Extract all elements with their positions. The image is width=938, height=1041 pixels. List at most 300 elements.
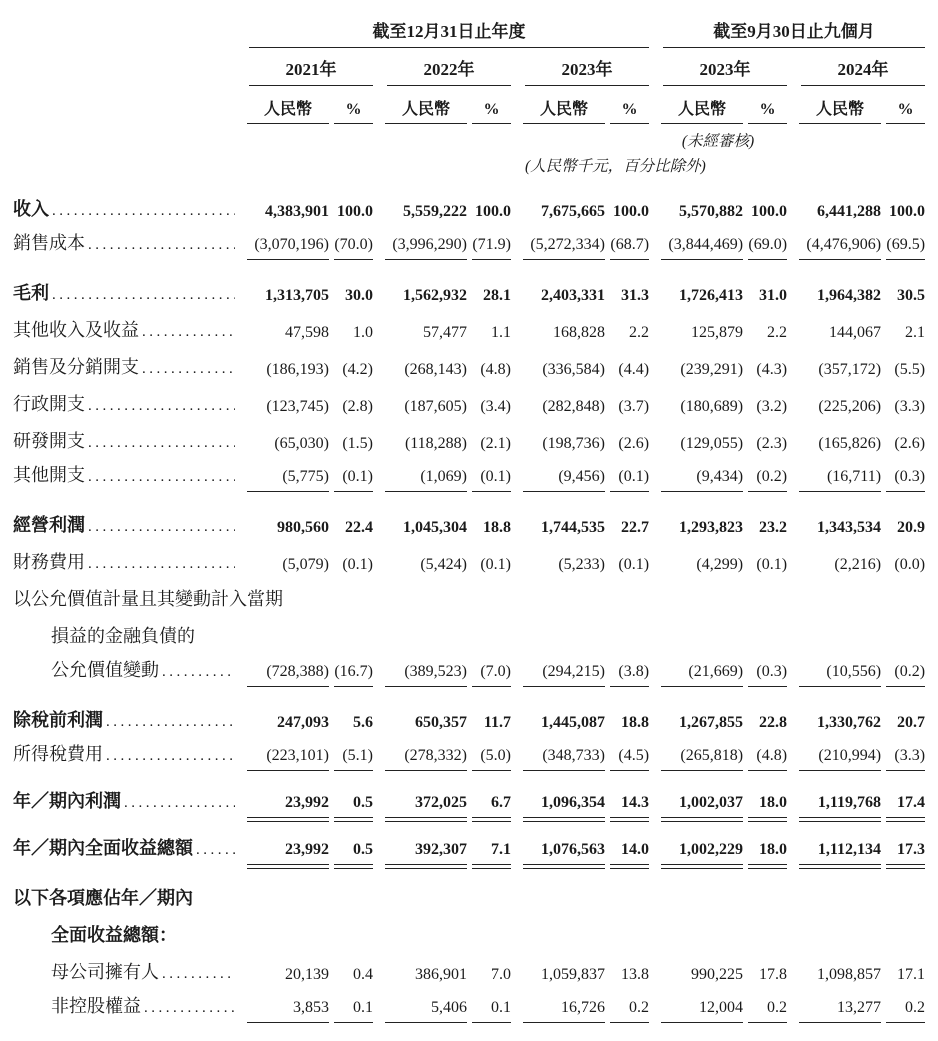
cell-rmb (511, 818, 605, 865)
cell-value: (4.3) (756, 361, 788, 378)
cell-value: (129,055) (680, 435, 744, 452)
cell-value: (16.7) (334, 663, 373, 687)
cell-pct (605, 492, 649, 539)
cell-pct (467, 381, 511, 418)
unaudited-note-cell (649, 124, 787, 151)
cell-value: 5,559,222 (403, 203, 467, 220)
cell-value: 30.5 (897, 287, 926, 304)
cell-pct (467, 818, 511, 865)
cell-rmb (511, 381, 605, 418)
cell-value: (3.2) (756, 398, 788, 415)
cell-value: 2.2 (629, 324, 650, 341)
cell-rmb (373, 734, 467, 771)
cell-value: 1,445,087 (541, 714, 605, 731)
row-label-cell (13, 865, 925, 912)
cell-rmb (787, 986, 881, 1023)
dot-leader (121, 795, 235, 812)
cell-pct (329, 986, 373, 1023)
cell-rmb (511, 418, 605, 455)
row-label-wrap (13, 834, 235, 865)
table-row (13, 576, 925, 613)
cell-pct (329, 539, 373, 576)
cell-value: (2.8) (342, 398, 373, 415)
cell-pct (467, 949, 511, 986)
spacer-cell (13, 124, 649, 151)
row-label-cell (13, 986, 235, 1023)
cell-value: 980,560 (277, 519, 329, 536)
cell-rmb (511, 771, 605, 818)
subhead-rmb (649, 86, 743, 124)
cell-pct (881, 418, 925, 455)
cell-pct (329, 381, 373, 418)
cell-value: (186,193) (266, 361, 329, 378)
cell-rmb (787, 734, 881, 771)
row-label-cell (13, 687, 235, 734)
cell-value: (0.1) (334, 468, 373, 492)
row-label-wrap (13, 958, 235, 986)
cell-value: (71.9) (472, 236, 511, 260)
cell-rmb (373, 687, 467, 734)
cell-value: (2.6) (618, 435, 650, 452)
table-row (13, 223, 925, 260)
table-row (13, 176, 925, 223)
row-label-wrap (13, 316, 235, 344)
cell-value: 57,477 (423, 324, 467, 341)
cell-rmb (373, 176, 467, 223)
row-label-wrap (13, 921, 925, 949)
cell-rmb (235, 307, 329, 344)
cell-rmb (235, 687, 329, 734)
cell-pct (467, 492, 511, 539)
cell-value: 31.3 (621, 287, 650, 304)
cell-value: 1,744,535 (541, 519, 605, 536)
cell-value: (198,736) (542, 435, 605, 452)
cell-value: 17.4 (886, 794, 925, 818)
cell-value: 4,383,901 (265, 203, 329, 220)
cell-value: (69.0) (748, 236, 787, 260)
table-row (13, 455, 925, 492)
year-label: 2023年 (663, 55, 787, 86)
row-label-cell (13, 771, 235, 818)
cell-pct (605, 418, 649, 455)
rmb-label: 人民幣 (385, 96, 467, 124)
cell-pct (881, 818, 925, 865)
cell-value: (0.2) (748, 468, 787, 492)
cell-value: (265,818) (661, 747, 743, 771)
dot-leader (85, 556, 235, 573)
cell-value: (1,069) (385, 468, 467, 492)
cell-rmb (787, 344, 881, 381)
dot-leader (193, 842, 235, 859)
cell-value: (210,994) (799, 747, 881, 771)
cell-value: 650,357 (415, 714, 467, 731)
cell-value: 22.4 (345, 519, 373, 536)
cell-pct (743, 418, 787, 455)
cell-pct (743, 734, 787, 771)
cell-pct (743, 344, 787, 381)
cell-value: 1,098,857 (817, 966, 882, 983)
cell-pct (881, 539, 925, 576)
cell-rmb (511, 734, 605, 771)
cell-rmb (373, 307, 467, 344)
table-row (13, 260, 925, 307)
cell-rmb (649, 260, 743, 307)
cell-value: (65,030) (274, 435, 329, 452)
table-row (13, 734, 925, 771)
cell-value: 1,002,037 (661, 794, 743, 818)
cell-pct (467, 344, 511, 381)
cell-pct (881, 734, 925, 771)
cell-rmb (649, 734, 743, 771)
table-row (13, 912, 925, 949)
cell-rmb (373, 986, 467, 1023)
cell-rmb (787, 687, 881, 734)
cell-value: 17.8 (759, 966, 788, 983)
dot-leader (49, 203, 235, 220)
row-label: 以公允價值計量且其變動計入當期 (13, 589, 283, 609)
row-label: 全面收益總額： (51, 925, 177, 945)
cell-pct (743, 539, 787, 576)
cell-rmb (235, 492, 329, 539)
cell-value: (2.3) (756, 435, 788, 452)
cell-pct (329, 650, 373, 687)
cell-rmb (373, 771, 467, 818)
cell-rmb (235, 771, 329, 818)
cell-value: (4.5) (610, 747, 649, 771)
cell-rmb (373, 492, 467, 539)
cell-value: (5.5) (894, 361, 926, 378)
cell-value: 11.7 (483, 714, 511, 731)
cell-pct (881, 492, 925, 539)
pct-label: % (610, 101, 649, 124)
cell-value: 30.0 (345, 287, 373, 304)
cell-rmb (235, 455, 329, 492)
subhead-pct (743, 86, 787, 124)
cell-value: 247,093 (277, 714, 329, 731)
group-cell-annual (235, 6, 649, 48)
cell-pct (329, 307, 373, 344)
cell-pct (743, 381, 787, 418)
row-label-wrap (13, 884, 925, 912)
cell-value: (5,272,334) (523, 236, 605, 260)
cell-rmb (373, 539, 467, 576)
cell-rmb (235, 539, 329, 576)
cell-pct (743, 260, 787, 307)
cell-value: (728,388) (247, 663, 329, 687)
cell-rmb (373, 818, 467, 865)
cell-value: 0.5 (334, 841, 373, 865)
year-header-row (13, 48, 925, 86)
cell-pct (743, 650, 787, 687)
cell-pct (467, 734, 511, 771)
unaudited-note-row (13, 124, 925, 151)
cell-rmb (235, 418, 329, 455)
cell-rmb (787, 307, 881, 344)
table-body (13, 176, 925, 1023)
cell-value: 125,879 (691, 324, 744, 341)
cell-pct (467, 539, 511, 576)
table-row (13, 381, 925, 418)
row-label: 年／期內全面收益總額 (13, 838, 193, 858)
cell-pct (329, 418, 373, 455)
cell-rmb (787, 771, 881, 818)
dot-leader (85, 469, 235, 486)
cell-value: 22.7 (621, 519, 650, 536)
dot-leader (159, 966, 235, 983)
cell-value: 6,441,288 (817, 203, 882, 220)
cell-value: (1.5) (342, 435, 373, 452)
row-label: 以下各項應佔年／期內 (13, 888, 193, 908)
cell-rmb (649, 650, 743, 687)
cell-value: 0.4 (353, 966, 373, 983)
cell-pct (605, 734, 649, 771)
cell-pct (743, 687, 787, 734)
row-label-cell (13, 912, 925, 949)
cell-value: (239,291) (680, 361, 744, 378)
cell-value: 13,277 (799, 999, 881, 1023)
cell-value: (0.3) (748, 663, 787, 687)
cell-value: 1,059,837 (541, 966, 605, 983)
cell-rmb (235, 650, 329, 687)
cell-rmb (235, 176, 329, 223)
cell-value: 22.8 (759, 714, 788, 731)
cell-rmb (373, 223, 467, 260)
row-label-cell (13, 650, 235, 687)
row-label: 母公司擁有人 (51, 962, 159, 982)
cell-value: (4.8) (748, 747, 787, 771)
cell-pct (329, 771, 373, 818)
group-cell-ninemonth (649, 6, 925, 48)
row-label-wrap (13, 656, 235, 687)
cell-value: (0.1) (472, 468, 511, 492)
cell-pct (329, 687, 373, 734)
cell-value: 3,853 (247, 999, 329, 1023)
cell-value: 100.0 (751, 203, 788, 220)
cell-value: (4.8) (480, 361, 511, 378)
row-label: 除稅前利潤 (13, 710, 103, 730)
row-label-wrap (13, 229, 235, 260)
cell-value: (2.1) (480, 435, 511, 452)
year-label: 2021年 (249, 55, 373, 86)
cell-value: 1,002,229 (661, 841, 743, 865)
spacer-cell (13, 48, 235, 86)
row-label: 損益的金融負債的 (51, 626, 195, 646)
units-note-row (13, 151, 925, 176)
year-label: 2023年 (525, 55, 649, 86)
cell-value: 2,403,331 (541, 287, 605, 304)
cell-pct (881, 260, 925, 307)
cell-value: (336,584) (542, 361, 605, 378)
cell-pct (743, 986, 787, 1023)
table-row (13, 865, 925, 912)
cell-value: 17.3 (886, 841, 925, 865)
cell-pct (743, 176, 787, 223)
dot-leader (139, 361, 235, 378)
table-row (13, 307, 925, 344)
cell-value: (223,101) (247, 747, 329, 771)
cell-value: (70.0) (334, 236, 373, 260)
cell-rmb (235, 381, 329, 418)
subhead-rmb (235, 86, 329, 124)
cell-rmb (649, 176, 743, 223)
cell-pct (467, 455, 511, 492)
cell-value: 1,112,134 (799, 841, 881, 865)
cell-rmb (373, 650, 467, 687)
table-row (13, 687, 925, 734)
cell-pct (329, 260, 373, 307)
cell-rmb (235, 344, 329, 381)
cell-value: 18.0 (748, 794, 787, 818)
table-row (13, 344, 925, 381)
cell-value: (294,215) (523, 663, 605, 687)
cell-value: 18.8 (621, 714, 650, 731)
cell-pct (881, 949, 925, 986)
cell-value: 20.7 (897, 714, 926, 731)
cell-pct (881, 176, 925, 223)
cell-value: 1.0 (353, 324, 373, 341)
cell-rmb (649, 771, 743, 818)
cell-value: 100.0 (889, 203, 926, 220)
cell-value: 0.1 (334, 999, 373, 1023)
table-row (13, 818, 925, 865)
dot-leader (159, 664, 235, 681)
cell-value: (69.5) (886, 236, 925, 260)
row-label: 財務費用 (13, 552, 85, 572)
cell-pct (467, 176, 511, 223)
row-label: 收入 (13, 199, 49, 219)
cell-rmb (373, 344, 467, 381)
cell-value: (4,476,906) (799, 236, 881, 260)
row-label-cell (13, 576, 925, 613)
cell-value: (2.6) (894, 435, 926, 452)
cell-rmb (787, 539, 881, 576)
sub-header-row (13, 86, 925, 124)
cell-value: (21,669) (661, 663, 743, 687)
table-row (13, 771, 925, 818)
row-label: 所得稅費用 (13, 744, 103, 764)
cell-pct (467, 986, 511, 1023)
cell-rmb (649, 986, 743, 1023)
dot-leader (85, 519, 235, 536)
cell-value: (5,775) (247, 468, 329, 492)
cell-value: 14.0 (610, 841, 649, 865)
row-label: 銷售及分銷開支 (13, 357, 139, 377)
cell-pct (881, 344, 925, 381)
cell-value: 12,004 (661, 999, 743, 1023)
pct-label: % (472, 101, 511, 124)
year-cell-9m2023 (649, 48, 787, 86)
cell-value: 392,307 (385, 841, 467, 865)
cell-rmb (235, 986, 329, 1023)
cell-value: 1,562,932 (403, 287, 467, 304)
cell-rmb (511, 949, 605, 986)
cell-value: (16,711) (799, 468, 881, 492)
cell-rmb (649, 344, 743, 381)
cell-rmb (511, 687, 605, 734)
cell-value: (10,556) (799, 663, 881, 687)
row-label-wrap (13, 787, 235, 818)
table-row (13, 418, 925, 455)
cell-value: (0.2) (886, 663, 925, 687)
year-cell-2021 (235, 48, 373, 86)
row-label-cell (13, 455, 235, 492)
pct-label: % (748, 101, 787, 124)
dot-leader (49, 287, 235, 304)
cell-pct (329, 818, 373, 865)
cell-rmb (511, 260, 605, 307)
row-label: 其他開支 (13, 465, 85, 485)
cell-value: (268,143) (404, 361, 467, 378)
cell-pct (881, 986, 925, 1023)
cell-value: (278,332) (385, 747, 467, 771)
cell-value: (4.2) (342, 361, 373, 378)
cell-value: (389,523) (385, 663, 467, 687)
row-label-cell (13, 260, 235, 307)
row-label: 其他收入及收益 (13, 320, 139, 340)
cell-value: 7.0 (491, 966, 511, 983)
rmb-label: 人民幣 (523, 96, 605, 124)
row-label-wrap (13, 706, 235, 734)
cell-rmb (235, 818, 329, 865)
row-label-cell (13, 176, 235, 223)
year-cell-9m2024 (787, 48, 925, 86)
cell-rmb (787, 223, 881, 260)
spacer-cell (787, 124, 925, 151)
cell-value: (5.1) (334, 747, 373, 771)
col-group-annual-label: 截至12月31日止年度 (249, 17, 649, 48)
cell-rmb (649, 818, 743, 865)
row-label-wrap (13, 279, 235, 307)
cell-value: (5,079) (282, 556, 329, 573)
cell-value: (3,844,469) (661, 236, 743, 260)
year-cell-2023 (511, 48, 649, 86)
cell-value: (123,745) (266, 398, 329, 415)
cell-pct (605, 223, 649, 260)
row-label-cell (13, 734, 235, 771)
cell-pct (605, 260, 649, 307)
cell-value: 47,598 (285, 324, 329, 341)
cell-value: 5,570,882 (679, 203, 744, 220)
cell-rmb (649, 381, 743, 418)
subhead-rmb (787, 86, 881, 124)
cell-value: 1,726,413 (679, 287, 744, 304)
cell-value: 1,964,382 (817, 287, 882, 304)
cell-value: (0.1) (618, 556, 650, 573)
cell-rmb (235, 734, 329, 771)
cell-rmb (511, 650, 605, 687)
row-label-cell (13, 949, 235, 986)
subhead-pct (605, 86, 649, 124)
cell-rmb (649, 949, 743, 986)
cell-pct (605, 687, 649, 734)
dot-leader (85, 398, 235, 415)
year-label: 2022年 (387, 55, 511, 86)
cell-rmb (787, 381, 881, 418)
row-label-wrap (13, 740, 235, 771)
row-label: 經營利潤 (13, 515, 85, 535)
cell-value: 31.0 (759, 287, 788, 304)
cell-rmb (649, 687, 743, 734)
cell-value: 1.1 (491, 324, 511, 341)
subhead-pct (881, 86, 925, 124)
cell-pct (467, 418, 511, 455)
table-row (13, 986, 925, 1023)
cell-rmb (511, 455, 605, 492)
cell-value: (118,288) (404, 435, 467, 452)
cell-value: (3.3) (886, 747, 925, 771)
cell-value: 100.0 (337, 203, 373, 220)
cell-value: 144,067 (829, 324, 882, 341)
